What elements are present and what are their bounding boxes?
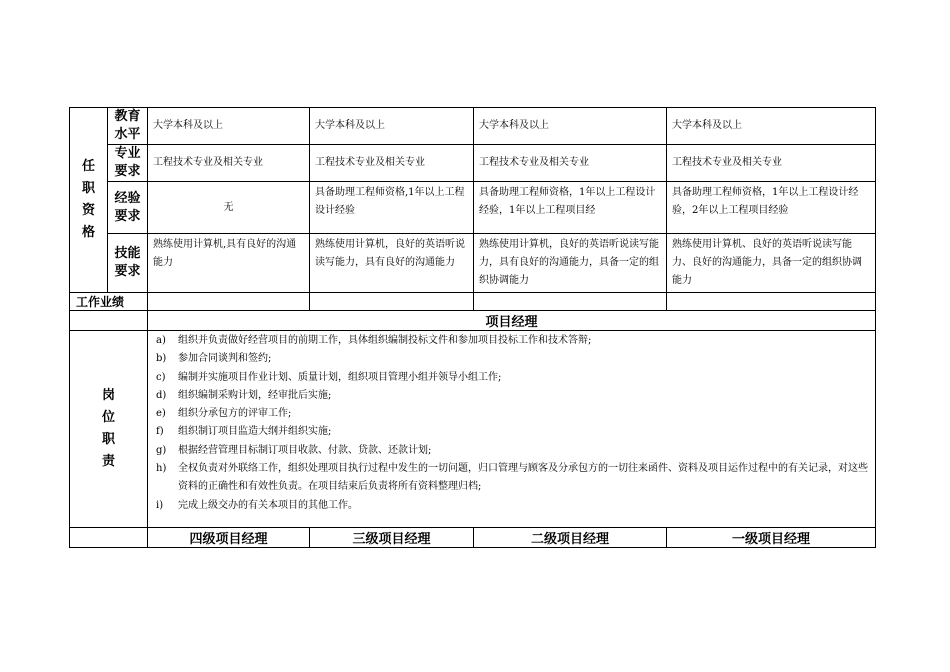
duty-item: a) 组织并负责做好经营项目的前期工作，具体组织编制投标文件和参加项目投标工作和技术答辩;: [156, 335, 592, 346]
experience-level-3: 具备助理工程师资格,1年以上工程设计经验: [310, 182, 474, 234]
job-spec-table: [69, 107, 876, 548]
qualification-label-experience: 经验 要求: [108, 182, 148, 234]
major-level-2: 工程技术专业及相关专业: [474, 145, 667, 182]
major-level-1: 工程技术专业及相关专业: [667, 145, 876, 182]
duties-list: [148, 331, 876, 528]
position-title-blank: [70, 311, 148, 331]
level-2-header: 二级项目经理: [474, 528, 667, 548]
performance-label: 工作业绩: [70, 293, 148, 311]
performance-level-1: [667, 293, 876, 311]
skills-level-1: 熟练使用计算机、良好的英语听说读写能力、良好的沟通能力，具备一定的组织协调能力: [667, 234, 876, 293]
experience-level-1: 具备助理工程师资格，1年以上工程设计经验，2年以上工程项目经验: [667, 182, 876, 234]
levels-row-blank: [70, 528, 148, 548]
education-level-3: 大学本科及以上: [310, 108, 474, 145]
level-1-header: 一级项目经理: [667, 528, 876, 548]
duty-item: e) 组织分承包方的评审工作;: [156, 408, 292, 420]
level-3-header: 三级项目经理: [310, 528, 474, 548]
skills-level-2: 熟练使用计算机，良好的英语听说读写能力，具有良好的沟通能力，具备一定的组织协调能力: [474, 234, 667, 293]
duty-item: f) 组织制订项目监造大纲并组织实施;: [156, 426, 332, 438]
duty-item: b) 参加合同谈判和签约;: [156, 353, 272, 365]
major-level-4: 工程技术专业及相关专业: [148, 145, 310, 182]
education-level-4: 大学本科及以上: [148, 108, 310, 145]
education-level-2: 大学本科及以上: [474, 108, 667, 145]
skills-level-3: 熟练使用计算机，良好的英语听说读写能力，具有良好的沟通能力: [310, 234, 474, 293]
qualification-label-major: 专业 要求: [108, 145, 148, 182]
skills-level-4: 熟练使用计算机,具有良好的沟通能力: [148, 234, 310, 293]
duty-item: i) 完成上级交办的有关本项目的其他工作。: [156, 499, 358, 511]
level-4-header: 四级项目经理: [148, 528, 310, 548]
major-level-3: 工程技术专业及相关专业: [310, 145, 474, 182]
performance-level-2: [474, 293, 667, 311]
performance-level-3: [310, 293, 474, 311]
experience-level-2: 具备助理工程师资格，1年以上工程设计经验，1年以上工程项目经: [474, 182, 667, 234]
duty-item: c) 编制并实施项目作业计划、质量计划，组织项目管理小组并领导小组工作;: [156, 371, 502, 383]
position-title: 项目经理: [148, 311, 876, 331]
qualifications-section-label: 任 职 资 格: [70, 108, 108, 293]
duties-section-label: 岗 位 职 责: [70, 331, 148, 528]
duty-item: d) 组织编制采购计划，经审批后实施;: [156, 389, 332, 401]
duty-item: h) 全权负责对外联络工作，组织处理项目执行过程中发生的一切问题，归口管理与顾客及分承包方的一切往来函件、资料及项目运作过程中的有关记录，对这些资料的正确性和有效性负责。在项目结束后负责将所有资料整理归档;: [156, 463, 868, 493]
experience-level-4: 无: [148, 182, 310, 234]
qualification-label-education: 教育 水平: [108, 108, 148, 145]
performance-level-4: [148, 293, 310, 311]
education-level-1: 大学本科及以上: [667, 108, 876, 145]
qualification-label-skills: 技能 要求: [108, 234, 148, 293]
duty-item: g) 根据经营管理目标制订项目收款、付款、贷款、还款计划;: [156, 444, 432, 456]
